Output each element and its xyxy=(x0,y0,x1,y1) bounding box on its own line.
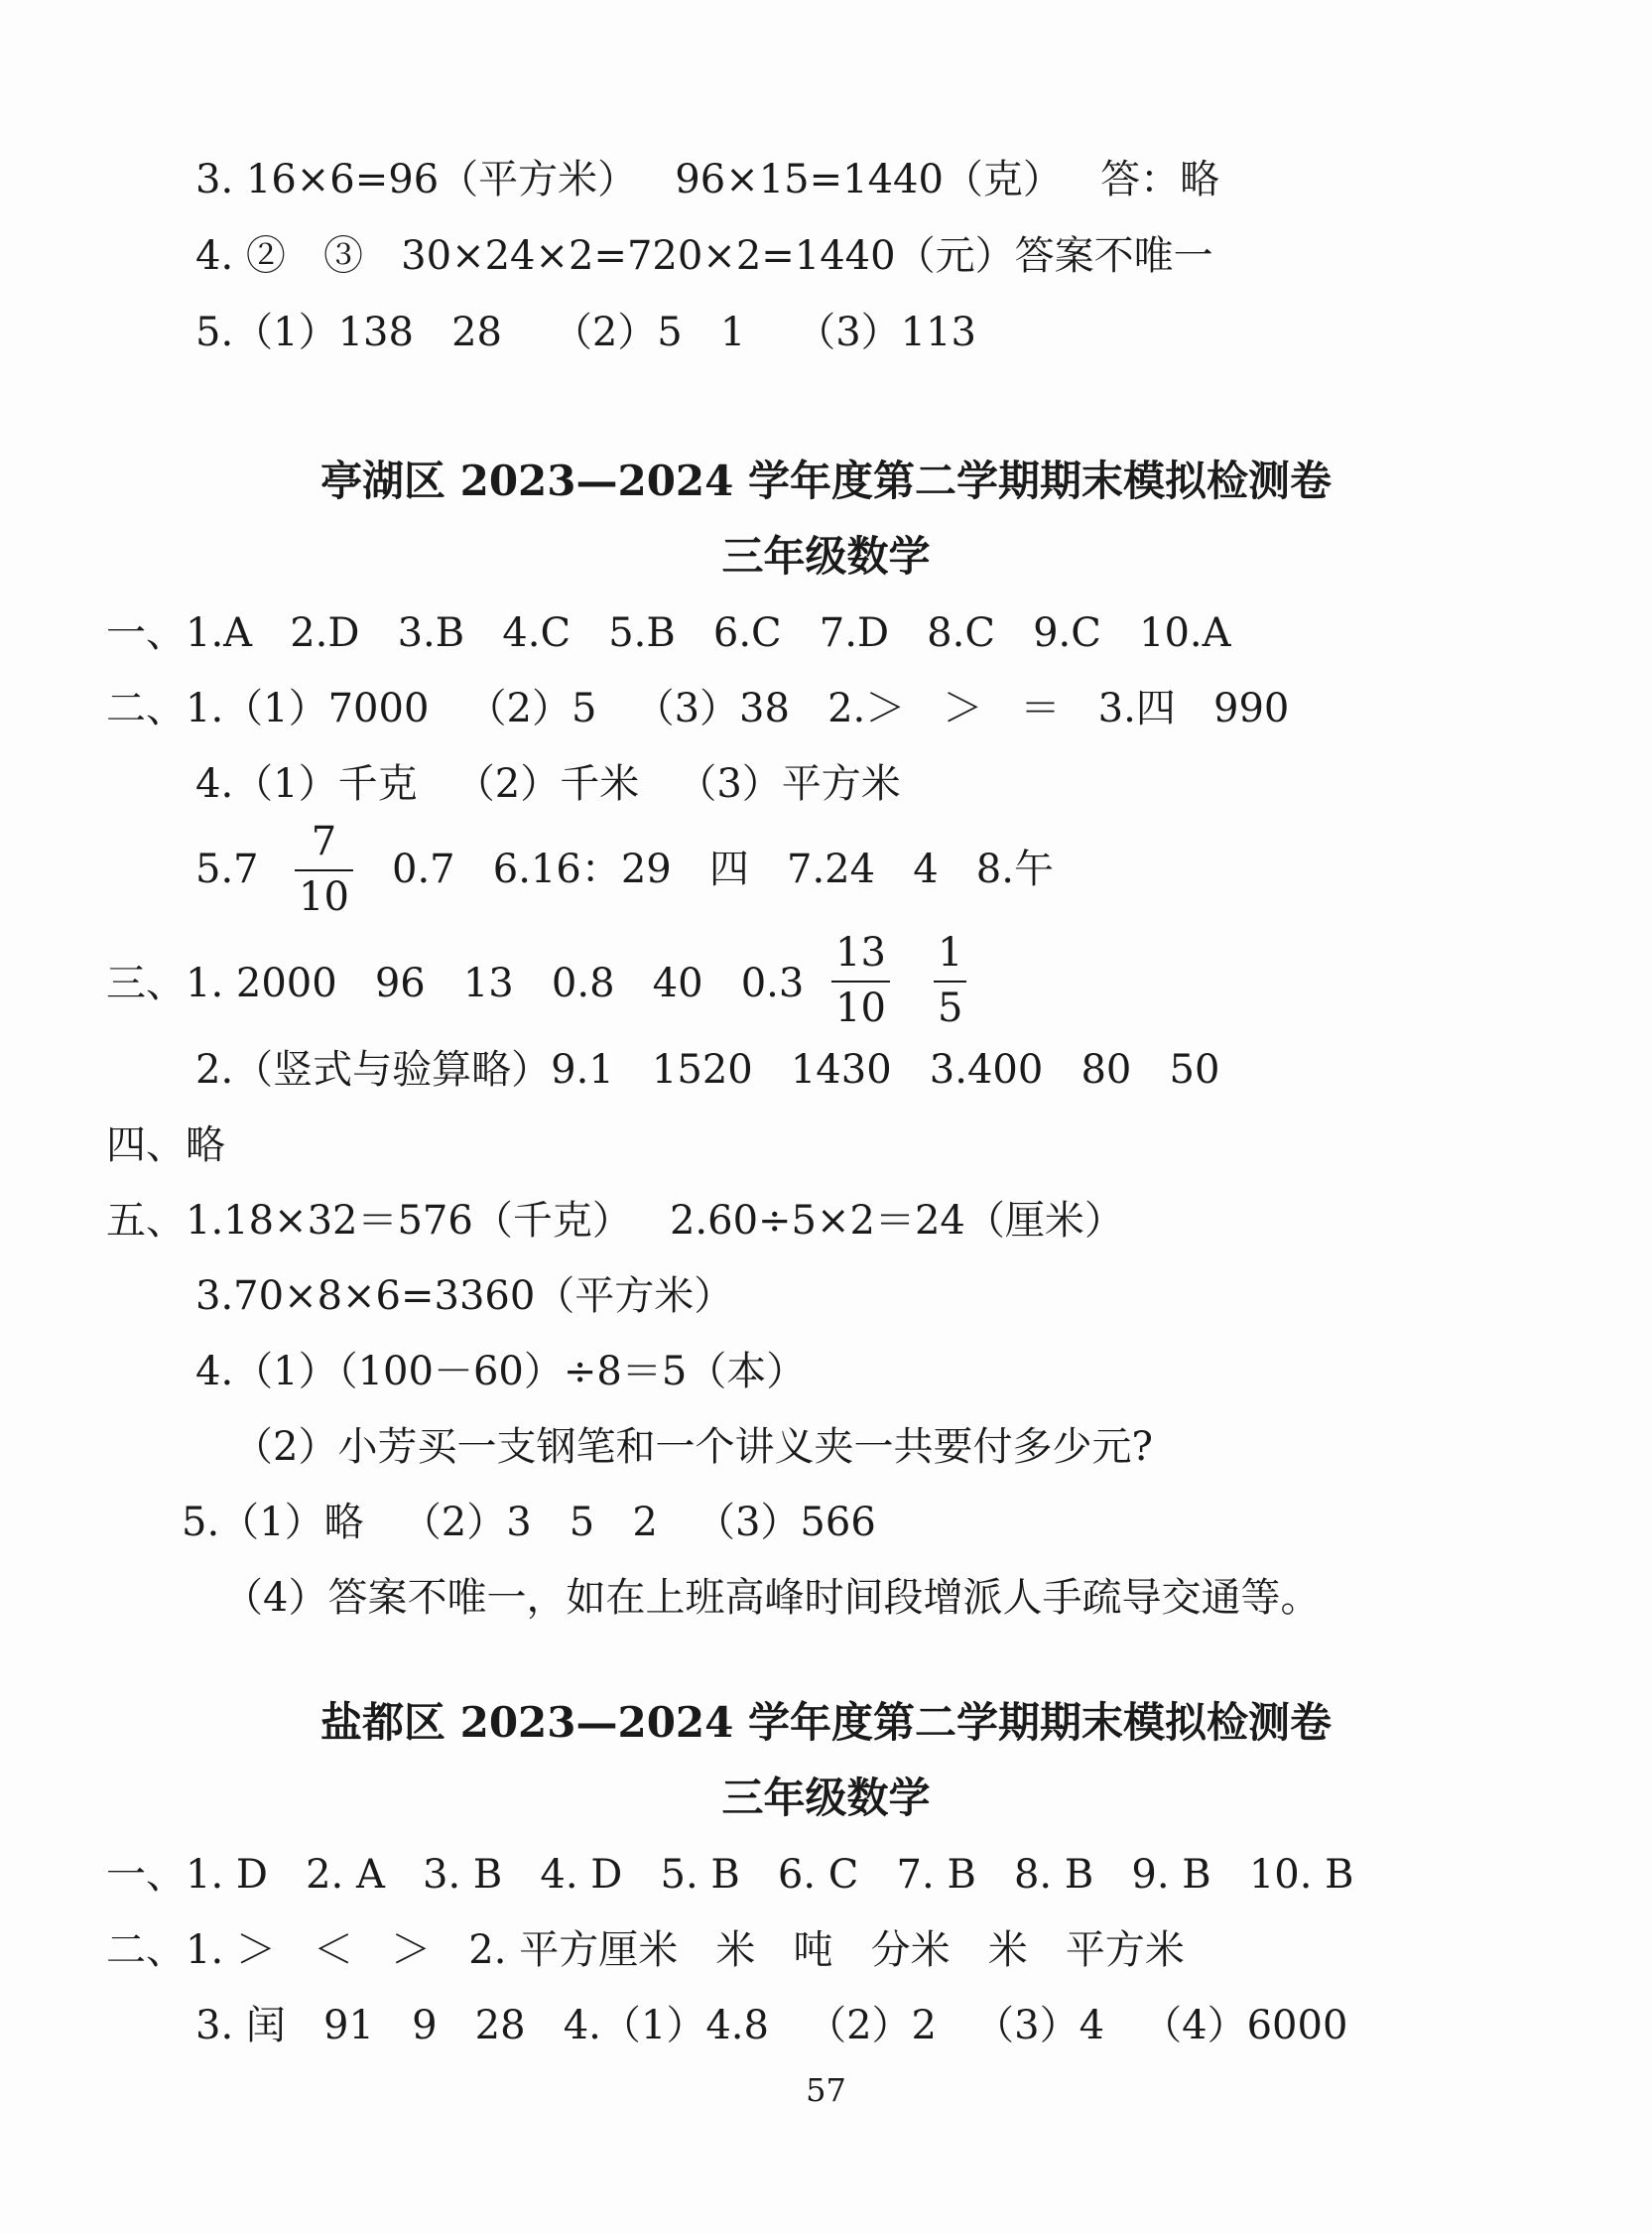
fraction-denominator: 10 xyxy=(835,986,886,1031)
fraction-numerator: 13 xyxy=(835,930,886,976)
tinghu-part5-line4a: 4.（1）（100－60）÷8＝5（本） xyxy=(195,1349,807,1394)
fraction-denominator: 5 xyxy=(938,986,963,1031)
tinghu-part5-line5a: 5.（1）略 （2）3 5 2 （3）566 xyxy=(182,1500,876,1545)
tinghu-part5-line4b: （2）小芳买一支钢笔和一个讲义夹一共要付多少元? xyxy=(233,1424,1153,1470)
tinghu-part5-line5b: （4）答案不唯一，如在上班高峰时间段增派人手疏导交通等。 xyxy=(223,1575,1321,1621)
prev-answer-3: 3. 16×6=96（平方米） 96×15=1440（克） 答：略 xyxy=(195,157,1220,202)
yandu-part2-line3: 3. 闰 91 9 28 4.（1）4.8 （2）2 （3）4 （4）6000 xyxy=(195,2003,1348,2048)
fraction-denominator: 10 xyxy=(299,874,349,920)
fraction-bar xyxy=(831,981,890,983)
tinghu-part1: 一、1.A 2.D 3.B 4.C 5.B 6.C 7.D 8.C 9.C 10.A xyxy=(106,610,1231,656)
tinghu-part3-line1: 三、1. 2000 96 13 0.8 40 0.3 xyxy=(106,961,805,1006)
fraction-bar xyxy=(295,869,353,871)
yandu-part2-line1: 二、1. ＞ ＜ ＞ 2. 平方厘米 米 吨 分米 米 平方米 xyxy=(106,1927,1185,1973)
tinghu-part3-line2: 2.（竖式与验算略）9.1 1520 1430 3.400 80 50 xyxy=(195,1047,1220,1093)
fraction-numerator: 1 xyxy=(938,930,963,976)
prev-answer-5: 5.（1）138 28 （2）5 1 （3）113 xyxy=(195,310,977,355)
section-title-yandu: 盐都区 2023—2024 学年度第二学期期末模拟检测卷 xyxy=(319,1698,1333,1747)
section-subtitle-yandu: 三年级数学 xyxy=(721,1774,931,1822)
tinghu-part2-line1: 二、1.（1）7000 （2）5 （3）38 2.＞ ＞ ＝ 3.四 990 xyxy=(106,686,1290,731)
tinghu-part4: 四、略 xyxy=(106,1122,225,1168)
tinghu-part5-line3: 3.70×8×6=3360（平方米） xyxy=(195,1273,734,1319)
fraction-one-fifth xyxy=(934,931,966,1030)
prev-answer-4: 4. ② ③ 30×24×2=720×2=1440（元）答案不唯一 xyxy=(195,233,1213,279)
tinghu-part5-line1: 五、1.18×32＝576（千克） 2.60÷5×2＝24（厘米） xyxy=(106,1198,1124,1244)
section-title-tinghu: 亭湖区 2023—2024 学年度第二学期期末模拟检测卷 xyxy=(319,457,1333,505)
fraction-thirteen-tenths xyxy=(831,931,890,1030)
section-subtitle-tinghu: 三年级数学 xyxy=(721,532,931,581)
tinghu-part2-line4: 4.（1）千克 （2）千米 （3）平方米 xyxy=(195,761,901,807)
yandu-part1: 一、1. D 2. A 3. B 4. D 5. B 6. C 7. B 8. B 9. B 10. B xyxy=(106,1852,1354,1898)
tinghu-part2-q5-start: 5.7 xyxy=(195,847,259,892)
page-number: 57 xyxy=(806,2071,846,2109)
fraction-numerator: 7 xyxy=(311,819,337,864)
fraction-seven-tenths xyxy=(295,820,353,919)
fraction-bar xyxy=(934,981,966,983)
tinghu-part2-q5-rest: 0.7 6.16：29 四 7.24 4 8.午 xyxy=(392,847,1054,892)
